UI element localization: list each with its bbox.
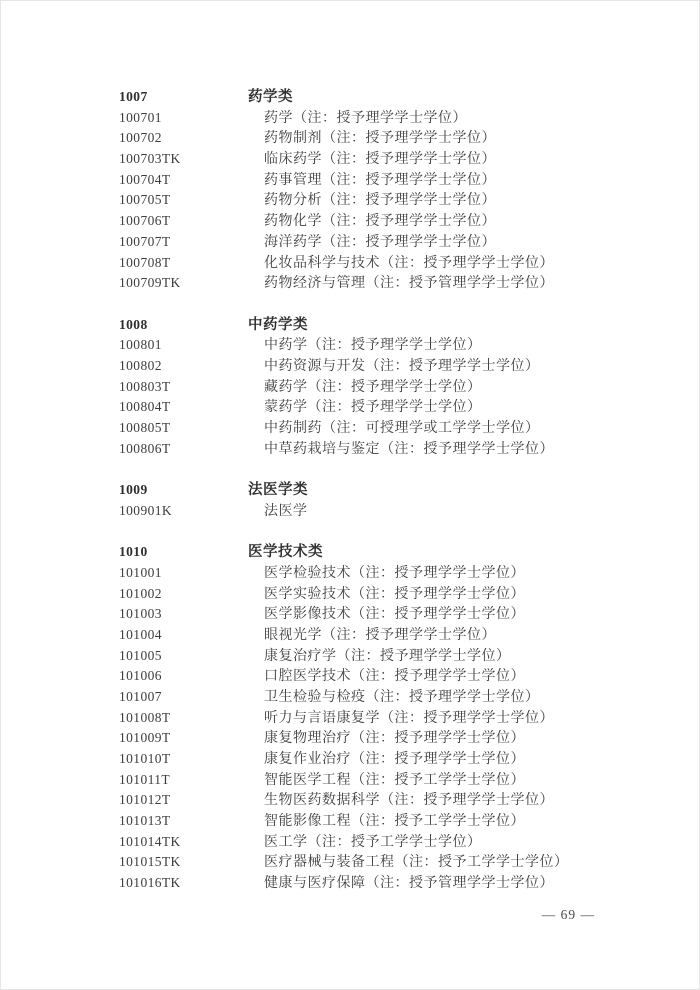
major-name: 听力与言语康复学（注：授予理学学士学位） [264,710,554,726]
major-code: 101013T [119,813,171,829]
major-name: 康复作业治疗（注：授予理学学士学位） [264,752,525,767]
major-code: 100805T [119,420,171,435]
major-code: 101002 [119,585,162,601]
major-name: 生物医药数据科学（注：授予理学学士学位） [264,793,554,809]
major-entry-row [119,873,699,894]
major-code: 100901K [119,502,173,518]
major-entry-row [119,253,699,274]
category-code: 1008 [119,316,148,332]
major-category-section [119,315,699,460]
major-name: 智能影像工程（注：授予工学学士学位） [264,814,525,830]
major-code: 101005 [119,647,162,663]
major-category-section [119,542,699,894]
major-entry-row [119,397,699,418]
major-code: 101010T [119,751,171,766]
major-entry-row [119,356,699,377]
category-title: 药学类 [248,89,293,105]
major-code: 101014TK [119,833,181,849]
major-name: 康复治疗学（注：授予理学学士学位） [264,648,511,664]
major-entry-row [119,832,699,853]
major-name: 智能医学工程（注：授予工学学士学位） [264,772,525,788]
category-title: 法医学类 [248,482,308,499]
major-name: 中药学（注：授予理学学士学位） [264,338,482,354]
major-entry-row [119,439,699,460]
major-entry-row [119,128,699,149]
major-name: 药学（注：授予理学学士学位） [264,110,467,126]
major-entry-row [119,708,699,729]
major-entry-row [119,790,699,811]
major-name: 中药资源与开发（注：授予理学学士学位） [264,358,540,374]
major-catalog-list [119,87,699,894]
major-code: 101011T [119,771,171,787]
major-code: 101007 [119,688,162,704]
major-code: 100706T [119,213,171,229]
major-code: 101016TK [119,875,181,891]
category-title: 医学技术类 [248,544,323,561]
major-code: 100801 [119,337,162,353]
major-name: 藏药学（注：授予理学学士学位） [264,379,482,395]
major-category-section [119,480,699,521]
category-code: 1009 [119,482,148,498]
category-header-row [119,480,699,501]
major-entry-row [119,377,699,398]
major-name: 口腔医学技术（注：授予理学学士学位） [264,669,525,685]
major-entry-row [119,563,699,584]
major-code: 101004 [119,626,162,642]
major-name: 医学检验技术（注：授予理学学士学位） [264,565,525,581]
category-code: 1010 [119,544,148,560]
major-code: 100703TK [119,151,181,167]
major-entry-row [119,335,699,356]
major-code: 100803T [119,378,171,394]
major-entry-row [119,646,699,667]
major-name: 药物经济与管理（注：授予管理学学士学位） [264,276,554,292]
major-name: 卫生检验与检疫（注：授予理学学士学位） [264,689,540,705]
major-name: 医疗器械与装备工程（注：授予工学学士学位） [264,855,569,871]
major-name: 蒙药学（注：授予理学学士学位） [264,400,482,416]
major-name: 法医学 [264,503,308,519]
major-name: 化妆品科学与技术（注：授予理学学士学位） [264,255,554,271]
major-code: 101009T [119,730,171,746]
major-name: 中药制药（注：可授理学或工学学士学位） [264,421,540,436]
category-header-row [119,315,699,336]
major-name: 康复物理治疗（注：授予理学学士学位） [264,731,525,747]
major-name: 海洋药学（注：授予理学学士学位） [264,234,496,250]
major-name: 中草药栽培与鉴定（注：授予理学学士学位） [264,441,554,457]
major-name: 医工学（注：授予工学学士学位） [264,834,482,850]
major-code: 100707T [119,233,171,249]
major-entry-row [119,666,699,687]
major-code: 101003 [119,606,162,622]
category-header-row [119,87,699,108]
major-entry-row [119,108,699,129]
major-name: 眼视光学（注：授予理学学士学位） [264,627,496,643]
category-header-row [119,542,699,563]
major-name: 药物分析（注：授予理学学士学位） [264,193,496,209]
major-code: 100702 [119,130,162,146]
major-category-section [119,87,699,294]
major-entry-row [119,584,699,605]
major-entry-row [119,501,699,522]
major-name: 药事管理（注：授予理学学士学位） [264,172,496,188]
page-number: — 69 — [541,907,595,922]
major-name: 医学实验技术（注：授予理学学士学位） [264,586,525,602]
major-name: 药物制剂（注：授予理学学士学位） [264,131,496,147]
major-entry-row [119,625,699,646]
major-entry-row [119,770,699,791]
category-code: 1007 [119,89,148,104]
major-name: 临床药学（注：授予理学学士学位） [264,152,496,168]
major-entry-row [119,728,699,749]
major-name: 药物化学（注：授予理学学士学位） [264,214,496,230]
major-name: 医学影像技术（注：授予理学学士学位） [264,607,525,623]
major-code: 100701 [119,109,162,125]
major-entry-row [119,232,699,253]
major-entry-row [119,687,699,708]
category-title: 中药学类 [248,316,308,333]
major-code: 100804T [119,399,171,415]
major-code: 100705T [119,192,171,208]
major-entry-row [119,190,699,211]
major-entry-row [119,149,699,170]
major-entry-row [119,170,699,191]
major-code: 101008T [119,709,171,725]
major-code: 101015TK [119,854,181,870]
major-entry-row [119,418,699,439]
major-entry-row [119,749,699,770]
major-code: 101006 [119,668,162,684]
major-entry-row [119,811,699,832]
major-code: 101012T [119,792,171,808]
major-entry-row [119,273,699,294]
major-code: 100709TK [119,275,181,291]
major-name: 健康与医疗保障（注：授予管理学学士学位） [264,876,554,892]
major-code: 101001 [119,564,162,580]
major-code: 100802 [119,357,162,373]
major-entry-row [119,852,699,873]
major-entry-row [119,604,699,625]
page-footer [542,907,595,923]
major-code: 100806T [119,440,171,456]
major-entry-row [119,211,699,232]
major-code: 100708T [119,254,171,270]
major-code: 100704T [119,171,171,187]
